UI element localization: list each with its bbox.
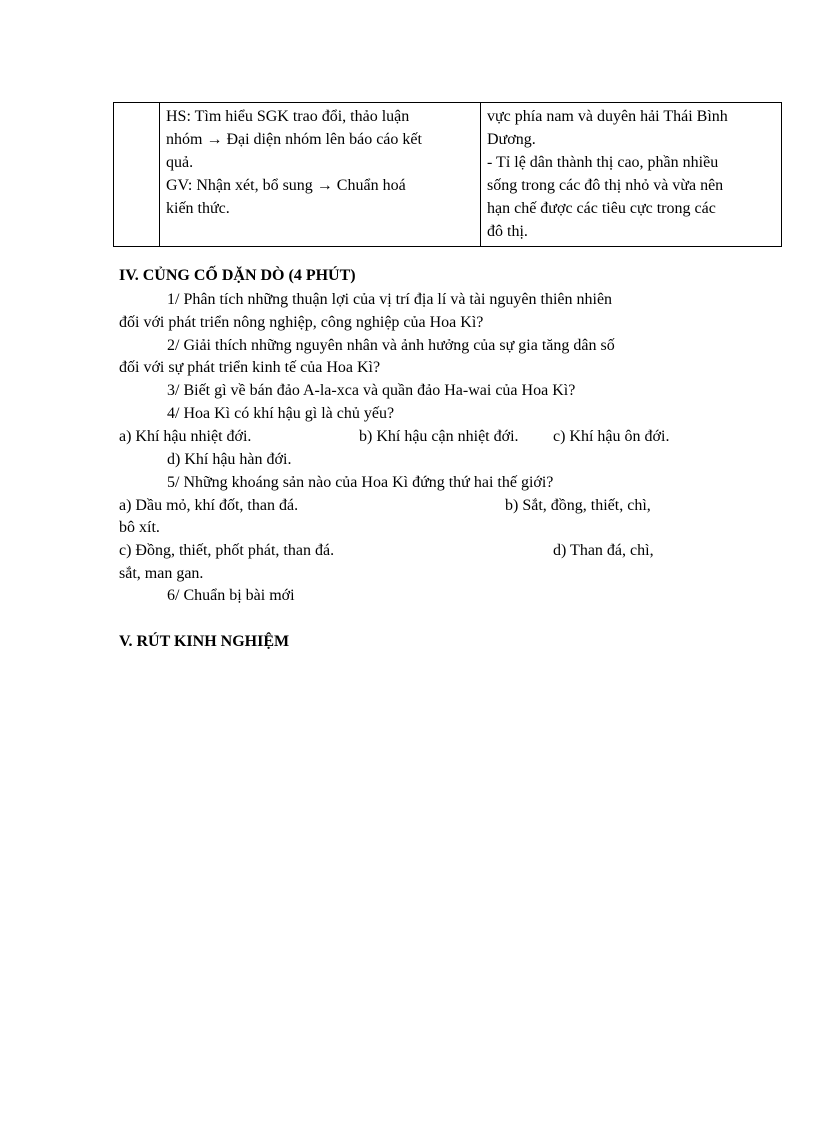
cell-line: đô thị. bbox=[487, 223, 528, 240]
activity-table bbox=[113, 102, 782, 247]
question-4-option-c: c) Khí hậu ôn đới. bbox=[553, 428, 670, 445]
question-2-line-2: đối với sự phát triển kinh tế của Hoa Kì? bbox=[119, 359, 381, 376]
question-1-line-1: 1/ Phân tích những thuận lợi của vị trí địa lí và tài nguyên thiên nhiên bbox=[167, 291, 613, 308]
question-5-option-d: d) Than đá, chì, bbox=[553, 542, 654, 559]
cell-line: HS: Tìm hiểu SGK trao đổi, thảo luận bbox=[166, 108, 410, 125]
question-5-option-a: a) Dầu mỏ, khí đốt, than đá. bbox=[119, 497, 299, 514]
section-5-heading: V. RÚT KINH NGHIỆM bbox=[119, 633, 290, 650]
question-5-option-c: c) Đồng, thiết, phốt phát, than đá. bbox=[119, 542, 335, 559]
cell-line: Dương. bbox=[487, 131, 536, 148]
cell-line: nhóm → Đại diện nhóm lên báo cáo kết bbox=[166, 131, 422, 148]
question-6: 6/ Chuẩn bị bài mới bbox=[167, 587, 295, 604]
section-4-heading: IV. CỦNG CỐ DẶN DÒ (4 PHÚT) bbox=[119, 267, 356, 284]
question-4-option-d: d) Khí hậu hàn đới. bbox=[167, 451, 292, 468]
cell-line: vực phía nam và duyên hải Thái Bình bbox=[487, 108, 728, 125]
question-4-option-a: a) Khí hậu nhiệt đới. bbox=[119, 428, 252, 445]
question-5-option-d-cont: sắt, man gan. bbox=[119, 565, 204, 582]
cell-line: sống trong các đô thị nhỏ và vừa nên bbox=[487, 177, 724, 194]
question-5-option-b: b) Sắt, đồng, thiết, chì, bbox=[505, 497, 651, 514]
table-row bbox=[114, 103, 782, 247]
question-4: 4/ Hoa Kì có khí hậu gì là chủ yếu? bbox=[167, 405, 395, 422]
question-1-line-2: đối với phát triển nông nghiệp, công nghiệp của Hoa Kì? bbox=[119, 314, 484, 331]
question-4-option-b: b) Khí hậu cận nhiệt đới. bbox=[359, 428, 519, 445]
table-cell-content bbox=[481, 103, 782, 247]
cell-line: GV: Nhận xét, bổ sung → Chuẩn hoá bbox=[166, 177, 406, 194]
cell-line: quả. bbox=[166, 154, 194, 171]
question-2-line-1: 2/ Giải thích những nguyên nhân và ảnh hưởng của sự gia tăng dân số bbox=[167, 337, 615, 354]
question-3: 3/ Biết gì về bán đảo A-la-xca và quần đảo Ha-wai của Hoa Kì? bbox=[167, 382, 576, 399]
question-5-option-b-cont: bô xít. bbox=[119, 519, 160, 536]
question-5: 5/ Những khoáng sản nào của Hoa Kì đứng thứ hai thế giới? bbox=[167, 474, 554, 491]
cell-line: kiến thức. bbox=[166, 200, 230, 217]
cell-line: - Tỉ lệ dân thành thị cao, phần nhiều bbox=[487, 154, 719, 171]
table-cell-empty bbox=[114, 103, 160, 247]
table-cell-activities bbox=[160, 103, 481, 247]
cell-line: hạn chế được các tiêu cực trong các bbox=[487, 200, 716, 217]
